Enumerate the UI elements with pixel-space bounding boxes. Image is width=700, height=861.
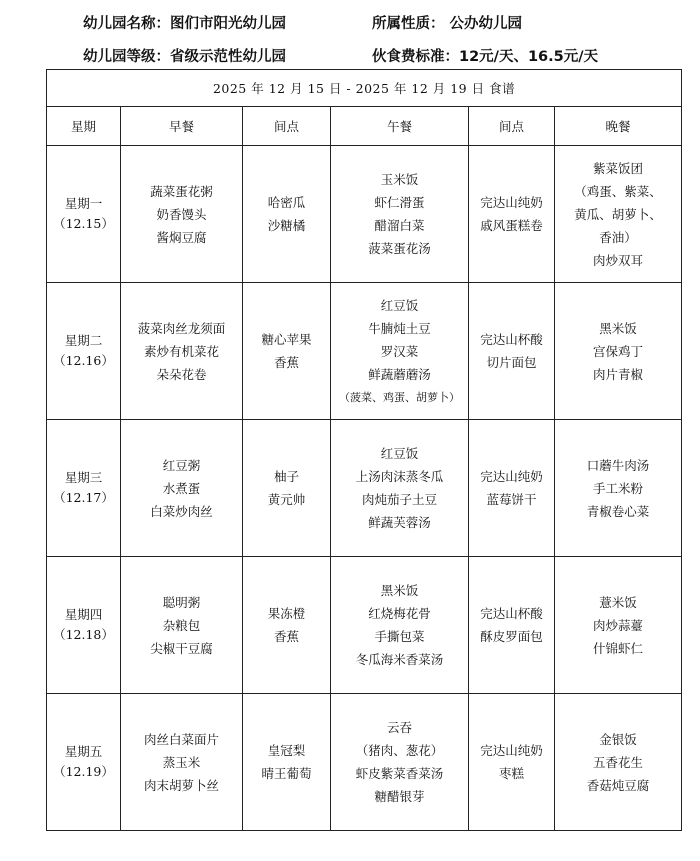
day-cell bbox=[47, 694, 121, 831]
dish-item: 皇冠梨 bbox=[267, 743, 306, 758]
header-row bbox=[47, 107, 682, 146]
snack-morning-cell bbox=[243, 694, 331, 831]
dish-item: 手撕包菜 bbox=[374, 629, 425, 644]
weekly-menu-table bbox=[46, 69, 682, 831]
lunch-cell bbox=[331, 146, 469, 283]
snack-morning-cell bbox=[243, 283, 331, 420]
weekday-label: 星期三 bbox=[64, 470, 103, 485]
menu-title: 2025 年 12 月 15 日 - 2025 年 12 月 19 日 食谱 bbox=[47, 70, 682, 107]
dish-item: 蓝莓饼干 bbox=[486, 492, 537, 507]
weekday-label: 星期四 bbox=[64, 607, 103, 622]
dinner-cell bbox=[555, 420, 682, 557]
day-cell bbox=[47, 557, 121, 694]
dish-item: 罗汉菜 bbox=[380, 343, 419, 359]
dish-item: 红豆饭 bbox=[380, 297, 419, 313]
dish-item: 宫保鸡丁 bbox=[593, 343, 644, 359]
dish-item: 上汤肉沫蒸冬瓜 bbox=[355, 469, 444, 484]
dinner-cell bbox=[555, 557, 682, 694]
dish-item: 菠菜肉丝龙须面 bbox=[137, 320, 226, 336]
dish-item: 肉炒双耳 bbox=[593, 252, 644, 268]
dish-item: 口蘑牛肉汤 bbox=[586, 457, 650, 473]
dish-item: 菠菜蛋花汤 bbox=[368, 241, 431, 256]
dish-item: （菠菜、鸡蛋、胡萝卜） bbox=[339, 390, 460, 404]
dish-item: 杂粮包 bbox=[162, 617, 201, 633]
dish-item: 黑米饭 bbox=[380, 583, 419, 598]
col-header-snack-morning: 间点 bbox=[243, 107, 331, 146]
dish-item: 完达山杯酸 bbox=[480, 332, 543, 347]
dish-item: 肉片青椒 bbox=[593, 366, 644, 382]
dish-item: 虾皮紫菜香菜汤 bbox=[355, 766, 444, 781]
date-label: （12.15） bbox=[53, 216, 114, 231]
snack-morning-cell bbox=[243, 146, 331, 283]
lunch-cell bbox=[331, 283, 469, 420]
snack-afternoon-cell bbox=[469, 146, 555, 283]
dish-item: 蔬菜蛋花粥 bbox=[150, 183, 213, 199]
dish-item: 奶香馒头 bbox=[156, 206, 207, 222]
snack-morning-cell bbox=[243, 557, 331, 694]
dish-item: 蒸玉米 bbox=[162, 754, 201, 770]
dish-item: 完达山纯奶 bbox=[480, 195, 543, 210]
weekday-label: 星期一 bbox=[64, 196, 103, 211]
col-header-breakfast: 早餐 bbox=[121, 107, 243, 146]
date-label: （12.19） bbox=[53, 764, 114, 779]
kindergarten-name: 幼儿园名称：图们市阳光幼儿园 bbox=[83, 16, 286, 32]
snack-afternoon-cell bbox=[469, 283, 555, 420]
kindergarten-nature: 所属性质： 公办幼儿园 bbox=[372, 16, 523, 32]
dish-item: 金银饭 bbox=[599, 731, 637, 747]
dish-item: 肉丝白菜面片 bbox=[143, 731, 219, 747]
dish-item: 黄元帅 bbox=[267, 492, 306, 507]
dinner-cell bbox=[555, 146, 682, 283]
dish-item: 牛腩炖土豆 bbox=[368, 320, 431, 336]
col-header-dinner: 晚餐 bbox=[555, 107, 682, 146]
dish-item: 紫菜饭团 bbox=[593, 160, 644, 176]
breakfast-cell bbox=[121, 146, 243, 283]
weekday-label: 星期二 bbox=[64, 333, 103, 348]
table-row bbox=[47, 146, 682, 283]
dish-item: 酱焖豆腐 bbox=[156, 229, 207, 245]
dish-item: 切片面包 bbox=[486, 355, 537, 370]
snack-morning-cell bbox=[243, 420, 331, 557]
dish-item: 什锦虾仁 bbox=[593, 640, 644, 656]
dish-item: 黄瓜、胡萝卜、 bbox=[574, 206, 662, 222]
breakfast-cell bbox=[121, 420, 243, 557]
date-label: （12.17） bbox=[53, 490, 114, 505]
table-row bbox=[47, 283, 682, 420]
dish-item: 哈密瓜 bbox=[267, 195, 306, 210]
col-header-snack-afternoon: 间点 bbox=[469, 107, 555, 146]
dish-item: 肉末胡萝卜丝 bbox=[143, 777, 219, 793]
dish-item: 玉米饭 bbox=[380, 172, 419, 187]
date-label: （12.16） bbox=[53, 353, 114, 368]
dish-item: 薏米饭 bbox=[599, 594, 637, 610]
dish-item: 素炒有机菜花 bbox=[143, 343, 219, 359]
dish-item: 白菜炒肉丝 bbox=[150, 503, 213, 519]
dish-item: 酥皮罗面包 bbox=[480, 629, 543, 644]
day-cell bbox=[47, 420, 121, 557]
table-row bbox=[47, 694, 682, 831]
dish-item: 完达山纯奶 bbox=[480, 469, 543, 484]
menu-body bbox=[47, 146, 682, 831]
dish-item: 晴王葡萄 bbox=[261, 766, 312, 781]
dish-item: 黑米饭 bbox=[599, 320, 637, 336]
dish-item: 戚风蛋糕卷 bbox=[480, 218, 543, 233]
dish-item: 手工米粉 bbox=[593, 480, 644, 496]
dinner-cell bbox=[555, 283, 682, 420]
kindergarten-level: 幼儿园等级：省级示范性幼儿园 bbox=[83, 49, 286, 65]
dish-item: （鸡蛋、紫菜、 bbox=[574, 183, 662, 199]
dish-item: 枣糕 bbox=[498, 766, 524, 781]
dish-item: 红豆饭 bbox=[380, 446, 419, 461]
dish-item: 肉炒蒜薹 bbox=[593, 617, 644, 633]
table-row bbox=[47, 557, 682, 694]
dish-item: 完达山纯奶 bbox=[480, 743, 543, 758]
dinner-cell bbox=[555, 694, 682, 831]
dish-item: 聪明粥 bbox=[162, 594, 201, 610]
dish-item: 糖心苹果 bbox=[261, 332, 312, 347]
dish-item: 果冻橙 bbox=[267, 606, 306, 621]
dish-item: 醋溜白菜 bbox=[374, 218, 425, 233]
dish-item: 尖椒干豆腐 bbox=[150, 640, 213, 656]
dish-item: 完达山杯酸 bbox=[480, 606, 543, 621]
dish-item: 青椒卷心菜 bbox=[586, 503, 650, 519]
snack-afternoon-cell bbox=[469, 557, 555, 694]
table-row bbox=[47, 420, 682, 557]
dish-item: （猪肉、葱花） bbox=[355, 743, 444, 758]
breakfast-cell bbox=[121, 694, 243, 831]
snack-afternoon-cell bbox=[469, 420, 555, 557]
dish-item: 沙糖橘 bbox=[267, 218, 306, 233]
col-header-lunch: 午餐 bbox=[331, 107, 469, 146]
dish-item: 朵朵花卷 bbox=[156, 366, 207, 382]
lunch-cell bbox=[331, 694, 469, 831]
dish-item: 柚子 bbox=[273, 469, 299, 484]
dish-item: 香菇炖豆腐 bbox=[586, 777, 650, 793]
day-cell bbox=[47, 146, 121, 283]
date-label: （12.18） bbox=[53, 627, 114, 642]
dish-item: 香蕉 bbox=[273, 629, 299, 644]
col-header-day: 星期 bbox=[47, 107, 121, 146]
dish-item: 云吞 bbox=[386, 720, 412, 735]
snack-afternoon-cell bbox=[469, 694, 555, 831]
dish-item: 红豆粥 bbox=[162, 457, 201, 473]
dish-item: 香油） bbox=[599, 229, 637, 245]
dish-item: 肉炖茄子土豆 bbox=[361, 492, 437, 507]
dish-item: 红烧梅花骨 bbox=[368, 606, 431, 621]
lunch-cell bbox=[331, 420, 469, 557]
dish-item: 水煮蛋 bbox=[162, 480, 201, 496]
breakfast-cell bbox=[121, 557, 243, 694]
dish-item: 五香花生 bbox=[593, 754, 644, 770]
dish-item: 香蕉 bbox=[273, 355, 299, 370]
dish-item: 虾仁滑蛋 bbox=[374, 195, 425, 210]
title-row bbox=[47, 70, 682, 107]
weekday-label: 星期五 bbox=[64, 744, 103, 759]
dish-item: 糖醋银芽 bbox=[374, 789, 425, 804]
dish-item: 鲜蔬蘑蘑汤 bbox=[368, 366, 431, 382]
day-cell bbox=[47, 283, 121, 420]
dish-item: 鲜蔬芙蓉汤 bbox=[368, 515, 431, 530]
lunch-cell bbox=[331, 557, 469, 694]
meal-fee-standard: 伙食费标准：12元/天、16.5元/天 bbox=[372, 49, 599, 65]
breakfast-cell bbox=[121, 283, 243, 420]
dish-item: 冬瓜海米香菜汤 bbox=[355, 652, 444, 667]
